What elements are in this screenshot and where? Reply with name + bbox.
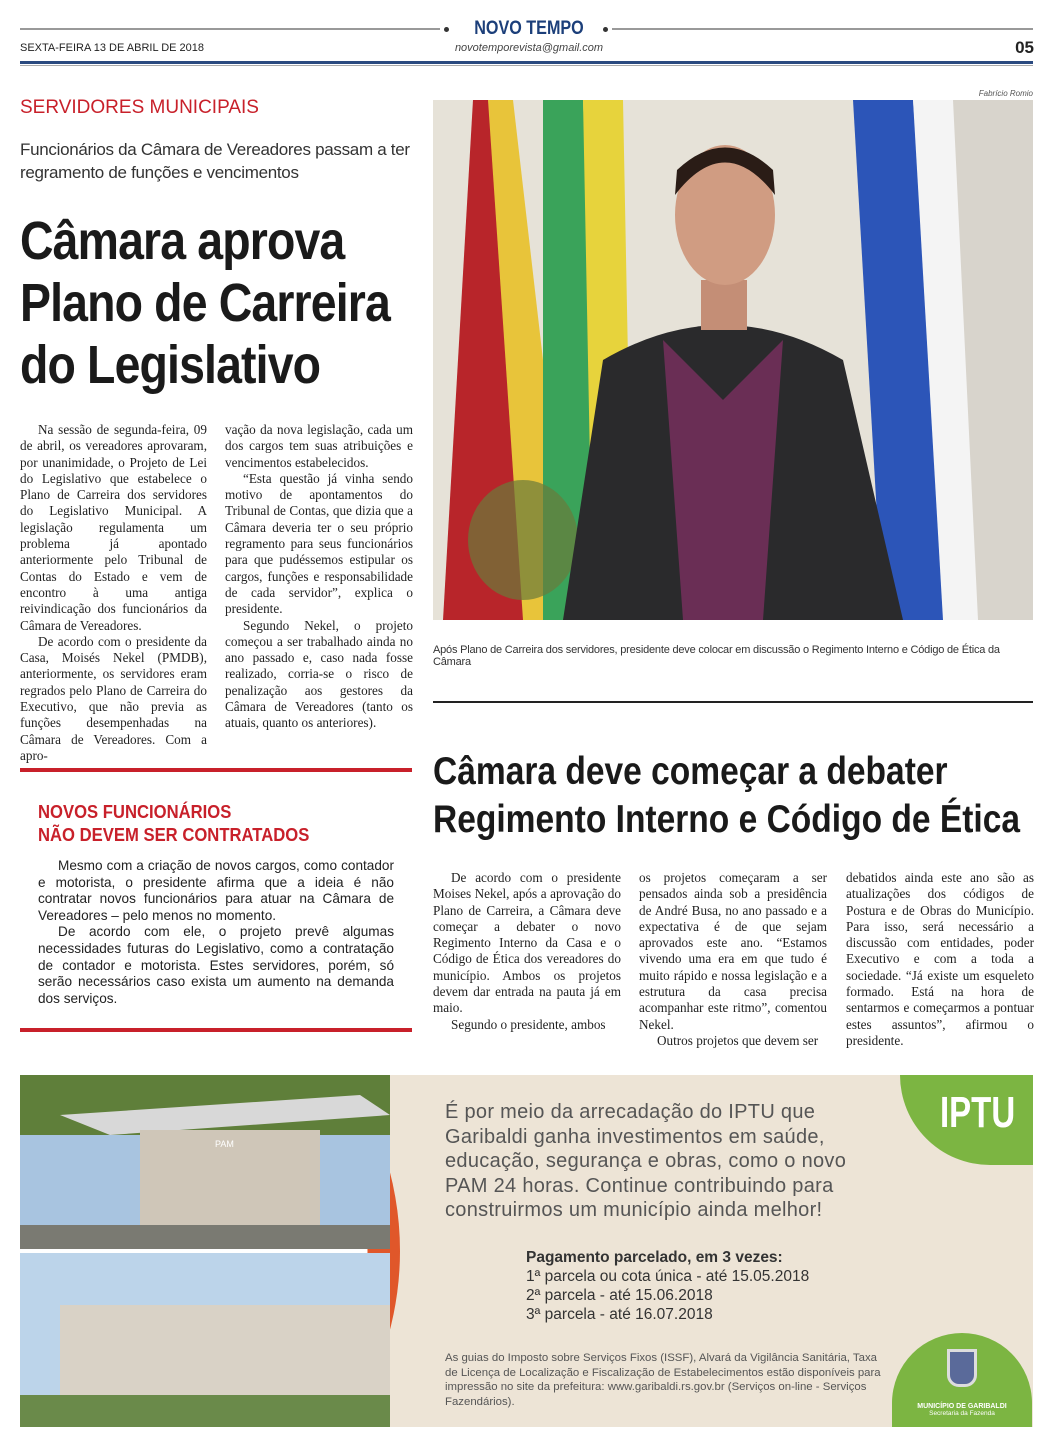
box-rule-top <box>20 768 412 772</box>
president-photo <box>433 100 1033 620</box>
ad-message: É por meio da arrecadação do IPTU que Garibaldi ganha investimentos em saúde, educação, segurança e obras, como o novo PAM 24 horas. Continue contribuindo para construirmos um município ainda melhor! <box>445 1101 847 1221</box>
logo-subtitle: Secretaria da Fazenda <box>929 1410 995 1417</box>
box-heading-line: NOVOS FUNCIONÁRIOS <box>38 801 232 822</box>
payment-title: Pagamento parcelado, em 3 vezes: <box>526 1249 783 1266</box>
box-rule-bottom <box>20 1028 412 1032</box>
box-heading-line: NÃO DEVEM SER CONTRATADOS <box>38 824 310 845</box>
paragraph: De acordo com o presidente da Casa, Moisés Nekel (PMDB), anteriormente, os servidores eram regrados pelo Plano de Carreira do Executivo, que não previa as funções desempenhadas na Câmara de Vereadores. Com a apro- <box>20 633 207 763</box>
headline-line: Câmara deve começar a debater <box>433 750 948 793</box>
paragraph: De acordo com o presidente Moises Nekel, após a aprovação do Plano de Carreira, a Câmara deve começar a debater o novo Regimento Interno da Casa e o Código de Ética dos vereadores do município. Ambos os projetos devem dar entrada na pauta já em maio. <box>433 870 621 1016</box>
section-label: SERVIDORES MUNICIPAIS <box>20 97 259 118</box>
paragraph: Outros projetos que devem ser <box>657 1032 819 1048</box>
paragraph: os projetos começaram a ser pensados ainda sob a presidência de André Busa, no ano passado e a expectativa é de que sejam aprovados este ano. “Estamos vivendo uma era em que tudo é muito rápido e nossa legislação e a estrutura da casa precisa acompanhar este ritmo”, comentou Nekel. <box>639 870 827 1032</box>
box-heading <box>38 800 309 846</box>
page-number: 05 <box>1015 38 1034 57</box>
header-rule-left <box>20 28 440 30</box>
paragraph: Mesmo com a criação de novos cargos, como contador e motorista, o presidente afirma que a ideia é não contratar novos funcionários para atuar na Câmara de Vereadores – pelo menos no momento. <box>38 858 394 923</box>
article-headline <box>20 210 390 396</box>
headline-line: Regimento Interno e Código de Ética <box>433 798 1021 841</box>
iptu-badge <box>900 1075 1033 1165</box>
header-dot <box>603 27 608 32</box>
logo-title: MUNICÍPIO DE GARIBALDI <box>917 1403 1007 1410</box>
article-column-1 <box>20 422 207 764</box>
photo-illustration <box>433 100 1033 620</box>
payment-info <box>526 1248 809 1324</box>
installment: 1ª parcela ou cota única - até 15.05.2018 <box>526 1268 810 1285</box>
paragraph: De acordo com ele, o projeto prevê algumas necessidades futuras do Legislativo, como a contratação de contador e motorista. Estes servidores, porém, só serão necessários caso exista um aumento na demanda dos serviços. <box>38 924 394 1006</box>
divider-rule <box>433 701 1033 703</box>
paragraph: “Esta questão já vinha sendo motivo de apontamentos do Tribunal de Contas, que dizia que a Câmara deveria ter o seu próprio regramento para seus funcionários para que pudéssemos estipular os cargos, funções e responsabilidade de cada servidor”, explica o presidente. <box>225 470 413 617</box>
box-body <box>38 858 394 1007</box>
article2-column-1 <box>433 870 621 1033</box>
header-rule-right <box>612 28 1033 30</box>
newspaper-brand: NOVO TEMPO <box>474 18 584 39</box>
photo-credit: Fabrício Romio <box>978 89 1033 98</box>
article2-column-3 <box>846 870 1034 1049</box>
contact-email: novotemporevista@gmail.com <box>454 42 604 54</box>
headline-line: Câmara aprova <box>20 211 345 271</box>
issue-date: SEXTA-FEIRA 13 DE ABRIL DE 2018 <box>20 42 205 54</box>
paragraph: vação da nova legislação, cada um dos cargos tem suas atribuições e vencimentos estabelecidos. <box>225 422 413 470</box>
article-subtitle: Funcionários da Câmara de Vereadores passam a ter regramento de funções e vencimentos <box>20 140 410 182</box>
coat-of-arms-icon <box>947 1349 977 1387</box>
header-dot <box>444 27 449 32</box>
headline-line: do Legislativo <box>20 335 321 395</box>
ad-fine-print: As guias do Imposto sobre Serviços Fixos (ISSF), Alvará da Vigilância Sanitária, Taxa de Licença de Localização e Fiscalização de Estabelecimentos estão disponíveis para impressão no site da prefeitura: www.garibaldi.rs.gov.br (Serviços on-line - Serviços Fazendários). <box>445 1352 881 1408</box>
photo-caption: Após Plano de Carreira dos servidores, presidente deve colocar em discussão o Regimento Interno e Código de Ética da Câmara <box>433 644 1000 668</box>
article2-column-2 <box>639 870 827 1049</box>
header-rule-blue <box>20 61 1033 64</box>
installment: 3ª parcela - até 16.07.2018 <box>526 1306 713 1323</box>
ad-photos <box>20 1075 440 1427</box>
paragraph: Na sessão de segunda-feira, 09 de abril, os vereadores aprovaram, por unanimidade, o Projeto de Lei do Legislativo que estabelece o Plano de Carreira dos servidores do Legislativo Municipal. A legislação regulamenta um problema já apontado anteriormente pelo Tribunal de Contas do Estado e vem de encontro à uma antiga reivindicação dos funcionários da Câmara de Vereadores. <box>20 422 207 633</box>
article2-headline <box>433 748 1020 844</box>
iptu-badge-text: IPTU <box>940 1088 1016 1137</box>
paragraph: Segundo o presidente, ambos <box>451 1016 606 1032</box>
paragraph: debatidos ainda este ano são as atualizações dos códigos de Postura e de Obras do Município. Para isso, será necessário a discussão com entidades, poder Executivo e com a toda a sociedade. “Já existe um esqueleto formado. Está na hora de sentarmos e começarmos a pontuar estes assuntos”, afirmou o presidente. <box>846 870 1034 1048</box>
paragraph: Segundo Nekel, o projeto começou a ser trabalhado ainda no ano passado e, caso nada fosse realizado, corria-se o risco de penalização aos gestores da Câmara de Vereadores (tanto os atuais, quanto os anteriores). <box>225 617 413 731</box>
installment: 2ª parcela - até 15.06.2018 <box>526 1287 713 1304</box>
pam-sign: PAM <box>215 1139 234 1149</box>
headline-line: Plano de Carreira <box>20 273 390 333</box>
header-rule-gray <box>20 65 1033 66</box>
article-column-2 <box>225 422 413 732</box>
